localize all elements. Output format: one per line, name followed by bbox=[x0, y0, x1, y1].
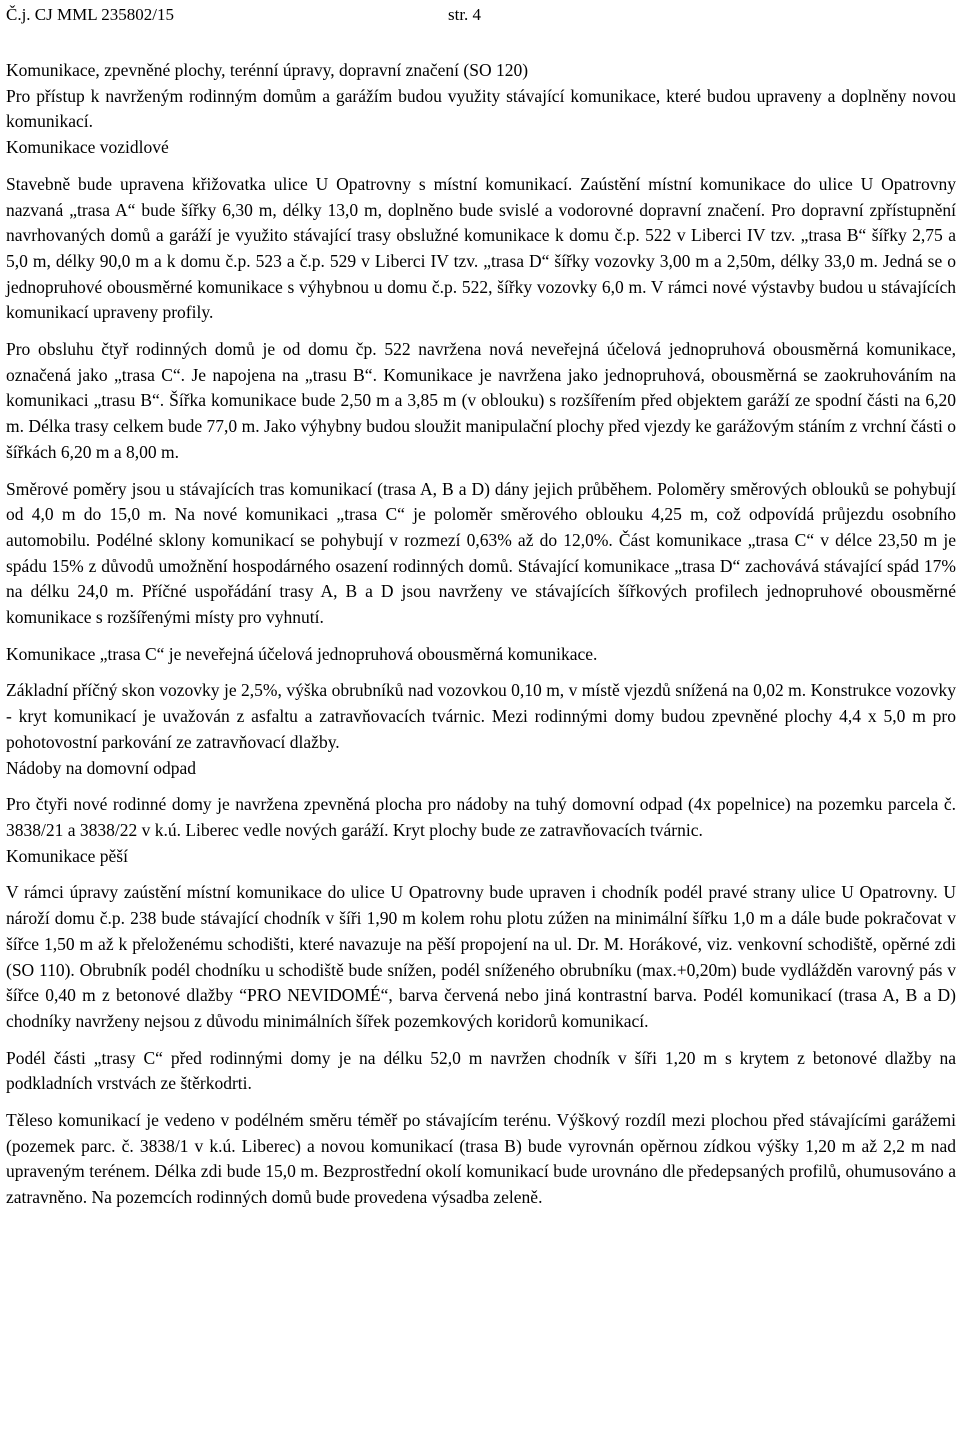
paragraph-neverejna: Komunikace „trasa C“ je neveřejná účelová jednopruhová obousměrná komunikace. bbox=[6, 643, 598, 664]
reference-number: Č.j. CJ MML 235802/15 bbox=[6, 5, 174, 24]
paragraph-chodnik-trasa-c: Podél části „trasy C“ před rodinnými domy je na délku 52,0 m navržen chodník v šíři 1,20 m s krytem z betonové dlažby na podkladních vrstvách ze štěrkodrti. bbox=[6, 1047, 956, 1094]
paragraph-krizovatka: Stavebně bude upravena křižovatka ulice U Opatrovny s místní komunikací. Zaústění místní komunikace do ulice U Opatrovny nazvaná „trasa A“ bude šířky 6,30 m, délky 13,0 m, doplněno bude svislé a vodorovné dopravní značení. Pro dopravní zpřístupnění navrhovaných domů a garáží je využito stávající trasy obslužné komunikace k domu č.p. 522 v Liberci IV tzv. „trasa B“ šířky 2,75 a 5,0 m, délky 90,0 m a k domu č.p. 523 a č.p. 529 v Liberci IV tzv. „trasa D“ šířky vozovky 3,00 m a 2,50m, délky 33,0 m. Jedná se o jednopruhové obousměrné komunikace s výhybnou u domu č.p. 522, šířky vozovky 6,0 m. V rámci nové výstavby budou u stávajících komunikací upraveny profily. bbox=[6, 173, 956, 323]
paragraph-teleso: Těleso komunikací je vedeno v podélném směru téměř po stávajícím terénu. Výškový rozdíl mezi plochou před stávajícími garážemi (pozemek parc. č. 3838/1 v k.ú. Liberec) a novou komunikací (trasa B) bude vyrovnán opěrnou zídkou výšky 1,20 m až 2,2 m nad upraveným terénem. Délka zdi bude 15,0 m. Bezprostřední okolí komunikací bude urovnáno dle předepsaných profilů, ohumusováno a zatravněno. Na pozemcích rodinných domů bude provedena výsadba zeleně. bbox=[6, 1110, 956, 1208]
document-body bbox=[6, 58, 956, 1211]
paragraph-skon: Základní příčný skon vozovky je 2,5%, výška obrubníků nad vozovkou 0,10 m, v místě vjezdů snížená na 0,02 m. Konstrukce vozovky - kryt komunikací je uvažován z asfaltu a zatravňovacích tvárnic. Mezi rodinnými domy budou zpevněné plochy 4,4 x 5,0 m pro pohotovostní parkování ze zatravňovací dlažby. bbox=[6, 680, 956, 752]
paragraph-pristup: Pro přístup k navrženým rodinným domům a garážím budou využity stávající komunikace, které budou upraveny a doplněny novou komunikací. bbox=[6, 85, 956, 132]
page-number: str. 4 bbox=[448, 5, 482, 24]
heading-komunikace-vozidlove: Komunikace vozidlové bbox=[6, 137, 169, 158]
paragraph-nadoby: Pro čtyři nové rodinné domy je navržena zpevněná plocha pro nádoby na tuhý domovní odpad (4x popelnice) na pozemku parcela č. 3838/21 a 3838/22 v k.ú. Liberec vedle nových garáží. Kryt plochy bude ze zatravňovacích tvárnic. bbox=[6, 794, 956, 840]
paragraph-chodnik: V rámci úpravy zaústění místní komunikace do ulice U Opatrovny bude upraven i chodník podél pravé strany ulice U Opatrovny. U nároží domu č.p. 238 bude stávající chodník v šíři 1,90 m kolem rohu plotu zúžen na minimální šířku 1,0 m a dále bude pokračovat v šířce 1,50 m až k přeloženému schodišti, které navazuje na pěší propojení na ul. Dr. M. Horákové, viz. venkovní schodiště, opěrné zdi (SO 110). Obrubník podél chodníku u schodiště bude snížen, podél sníženého obrubníku (max.+0,20m) bude vydlážděn varovný pás v šířce 0,40 m z betonové dlažby “PRO NEVIDOMÉ“, barva červená nebo jiná kontrastní barva. Podél komunikací (trasa A, B a D) chodníky navrženy nejsou z důvodu minimálních šířek pozemkových koridorů komunikací. bbox=[6, 882, 956, 1031]
section-heading-komunikace: Komunikace, zpevněné plochy, terénní úpravy, dopravní značení (SO 120) bbox=[6, 60, 529, 80]
heading-komunikace-pesi: Komunikace pěší bbox=[6, 845, 128, 866]
paragraph-smerove-pomery: Směrové poměry jsou u stávajících tras komunikací (trasa A, B a D) dány jejich průběhem. Poloměry směrových oblouků se pohybují od 4,0 m do 15,0 m. Na nové komunikaci „trasa C“ je poloměr směrového oblouku 4,25 m, což odpovídá průjezdu osobního automobilu. Podélné sklony komunikací se pohybují v rozmezí 0,63% až do 12,0%. Část komunikace „trasa C“ v délce 23,50 m je spádu 15% z důvodů umožnění hospodárného osazení rodinných domů. Stávající komunikace „trasa D“ zachovává stávající spád 17% na délku 24,0 m. Příčné uspořádání trasy A, B a D jsou navrženy ve stávajících šířkových profilech jednopruhové obousměrné komunikace s rozšířenými místy pro vyhnutí. bbox=[6, 478, 956, 628]
heading-nadoby: Nádoby na domovní odpad bbox=[6, 757, 197, 778]
paragraph-trasa-c: Pro obsluhu čtyř rodinných domů je od domu čp. 522 navržena nová neveřejná účelová jednopruhová obousměrná komunikace, označená jako „trasa C“. Je napojena na „trasu B“. Komunikace je navržena jako jednopruhová, obousměrná se zaokruhováním na komunikaci „trasu B“. Šířka komunikace bude 2,50 m a 3,85 m (v oblouku) s rozšířením před objektem garáží ze spodní části na 6,20 m. Délka trasy celkem bude 77,0 m. Jako výhybny budou sloužit manipulační plochy před vjezdy ke garážovým stáním z vrchní části o šířkách 6,20 m a 8,00 m. bbox=[6, 339, 956, 462]
